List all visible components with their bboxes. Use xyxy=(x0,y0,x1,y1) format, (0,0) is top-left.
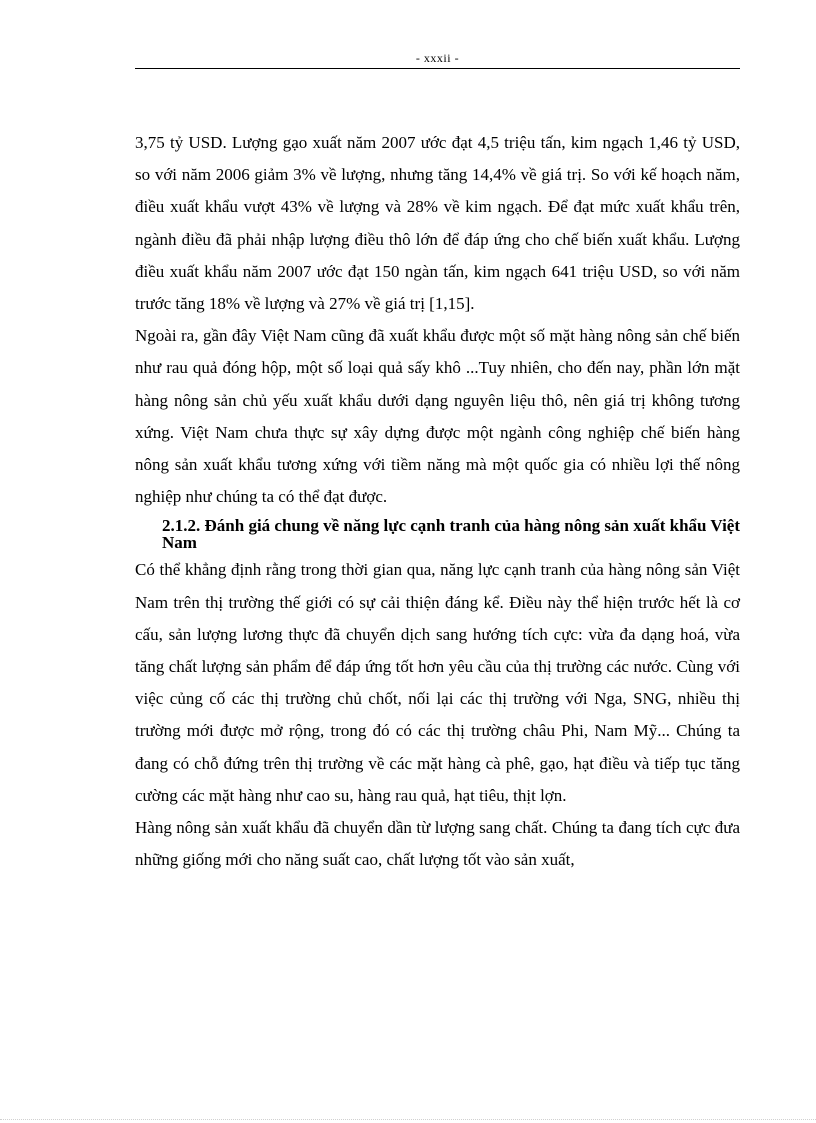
paragraph-competitiveness: Có thể khẳng định rằng trong thời gian qua, năng lực cạnh tranh của hàng nông sản Việt Nam trên thị trường thế giới có sự cải thiện đáng kể. Điều này thể hiện trước hết là cơ cấu, sản lượng lương thực đã chuyển dịch sang hướng tích cực: vừa đa dạng hoá, vừa tăng chất lượng sản phẩm để đáp ứng tốt hơn yêu cầu của thị trường các nước. Cùng với việc củng cố các thị trường chủ chốt, nối lại các thị trường với Nga, SNG, nhiều thị trường mới được mở rộng, trong đó có các thị trường châu Phi, Nam Mỹ... Chúng ta đang có chỗ đứng trên thị trường về các mặt hàng cà phê, gạo, hạt điều và tiếp tục tăng cường các mặt hàng như cao su, hàng rau quả, hạt tiêu, thịt lợn. xyxy=(135,560,740,805)
page-header xyxy=(135,50,740,69)
page-number: - xxxii - xyxy=(415,51,460,65)
section-heading: 2.1.2. Đánh giá chung về năng lực cạnh tranh của hàng nông sản xuất khẩu Việt Nam xyxy=(162,516,740,553)
document-body xyxy=(135,127,740,876)
paragraph-quality-shift: Hàng nông sản xuất khẩu đã chuyển dần từ lượng sang chất. Chúng ta đang tích cực đưa những giống mới cho năng suất cao, chất lượng tốt vào sản xuất, xyxy=(135,818,740,870)
paragraph-export-figures: 3,75 tỷ USD. Lượng gạo xuất năm 2007 ước đạt 4,5 triệu tấn, kim ngạch 1,46 tỷ USD, so với năm 2006 giảm 3% về lượng, nhưng tăng 14,4% về giá trị. So với kế hoạch năm, điều xuất khẩu vượt 43% về lượng và 28% về kim ngạch. Để đạt mức xuất khẩu trên, ngành điều đã phải nhập lượng điều thô lớn để đáp ứng cho chế biến xuất khẩu. Lượng điều xuất khẩu năm 2007 ước đạt 150 ngàn tấn, kim ngạch 641 triệu USD, so với năm trước tăng 18% về lượng và 27% về giá trị [1,15]. xyxy=(135,133,740,314)
page-bottom-divider xyxy=(0,1119,816,1120)
paragraph-processed-products: Ngoài ra, gần đây Việt Nam cũng đã xuất khẩu được một số mặt hàng nông sản chế biến như rau quả đóng hộp, một số loại quả sấy khô ...Tuy nhiên, cho đến nay, phần lớn mặt hàng nông sản chủ yếu xuất khẩu dưới dạng nguyên liệu thô, nên giá trị không tương xứng. Việt Nam chưa thực sự xây dựng được một ngành công nghiệp chế biến hàng nông sản xuất khẩu tương xứng với tiềm năng mà một quốc gia có nhiều lợi thế nông nghiệp như chúng ta có thể đạt được. xyxy=(135,326,740,507)
